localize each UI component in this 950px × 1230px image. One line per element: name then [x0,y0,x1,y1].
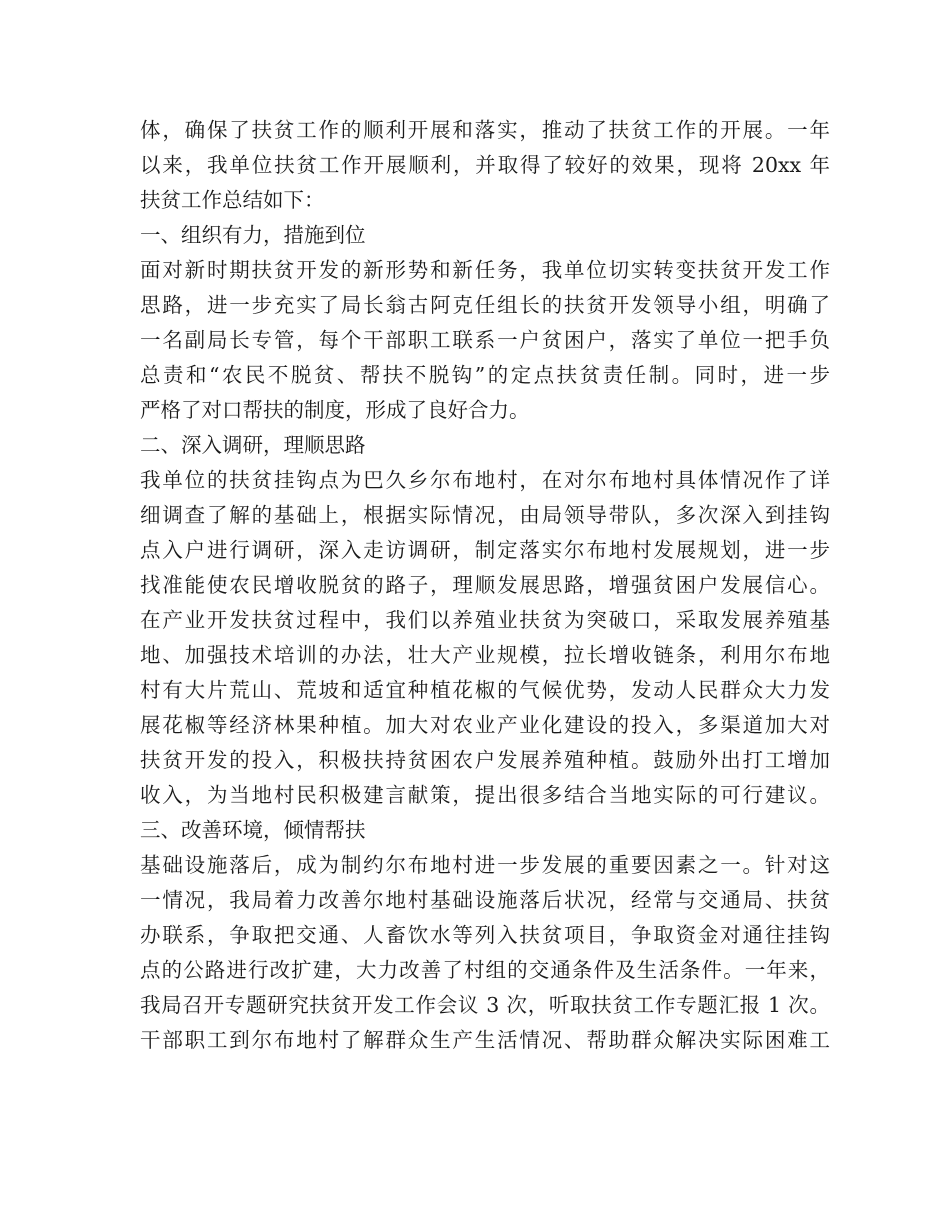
text-line: 干部职工到尔布地村了解群众生产生活情况、帮助群众解决实际困难工 [140,1028,830,1052]
text-line: 展花椒等经济林果种植。加大对农业产业化建设的投入，多渠道加大对 [140,713,830,737]
text-line: 二、深入调研，理顺思路 [140,433,366,457]
text-line: 思路，进一步充实了局长翁古阿克任组长的扶贫开发领导小组，明确了 [140,293,830,317]
document-body [140,113,830,1058]
text-line: 以来，我单位扶贫工作开展顺利，并取得了较好的效果，现将 20xx 年 [140,153,830,177]
text-line: 体，确保了扶贫工作的顺利开展和落实，推动了扶贫工作的开展。一年 [140,118,830,142]
text-line: 扶贫工作总结如下： [140,188,325,212]
text-line: 一情况，我局着力改善尔地村基础设施落后状况，经常与交通局、扶贫 [140,888,830,912]
text-line: 一名副局长专管，每个干部职工联系一户贫困户，落实了单位一把手负 [140,328,830,352]
text-line: 我局召开专题研究扶贫开发工作会议 3 次，听取扶贫工作专题汇报 1 次。 [140,993,830,1017]
text-line: 找准能使农民增收脱贫的路子，理顺发展思路，增强贫困户发展信心。 [140,573,830,597]
text-line: 点入户进行调研，深入走访调研，制定落实尔布地村发展规划，进一步 [140,538,830,562]
text-line: 面对新时期扶贫开发的新形势和新任务，我单位切实转变扶贫开发工作 [140,258,830,282]
text-line: 三、改善环境，倾情帮扶 [140,818,366,842]
text-line: 严格了对口帮扶的制度，形成了良好合力。 [140,398,530,422]
text-line: 细调查了解的基础上，根据实际情况，由局领导带队，多次深入到挂钩 [140,503,830,527]
text-line: 村有大片荒山、荒坡和适宜种植花椒的气候优势，发动人民群众大力发 [140,678,830,702]
text-line: 我单位的扶贫挂钩点为巴久乡尔布地村，在对尔布地村具体情况作了详 [140,468,830,492]
text-line: 一、组织有力，措施到位 [140,223,366,247]
text-line: 点的公路进行改扩建，大力改善了村组的交通条件及生活条件。一年来， [140,958,830,982]
text-line: 扶贫开发的投入，积极扶持贫困农户发展养殖种植。鼓励外出打工增加 [140,748,830,772]
text-line: 地、加强技术培训的办法，壮大产业规模，拉长增收链条，利用尔布地 [140,643,830,667]
text-line: 基础设施落后，成为制约尔布地村进一步发展的重要因素之一。针对这 [140,853,830,877]
text-line: 在产业开发扶贫过程中，我们以养殖业扶贫为突破口，采取发展养殖基 [140,608,830,632]
text-line: 办联系，争取把交通、人畜饮水等列入扶贫项目，争取资金对通往挂钩 [140,923,830,947]
text-line: 总责和“农民不脱贫、帮扶不脱钩”的定点扶贫责任制。同时，进一步 [140,363,830,387]
text-line: 收入，为当地村民积极建言献策，提出很多结合当地实际的可行建议。 [140,783,830,807]
